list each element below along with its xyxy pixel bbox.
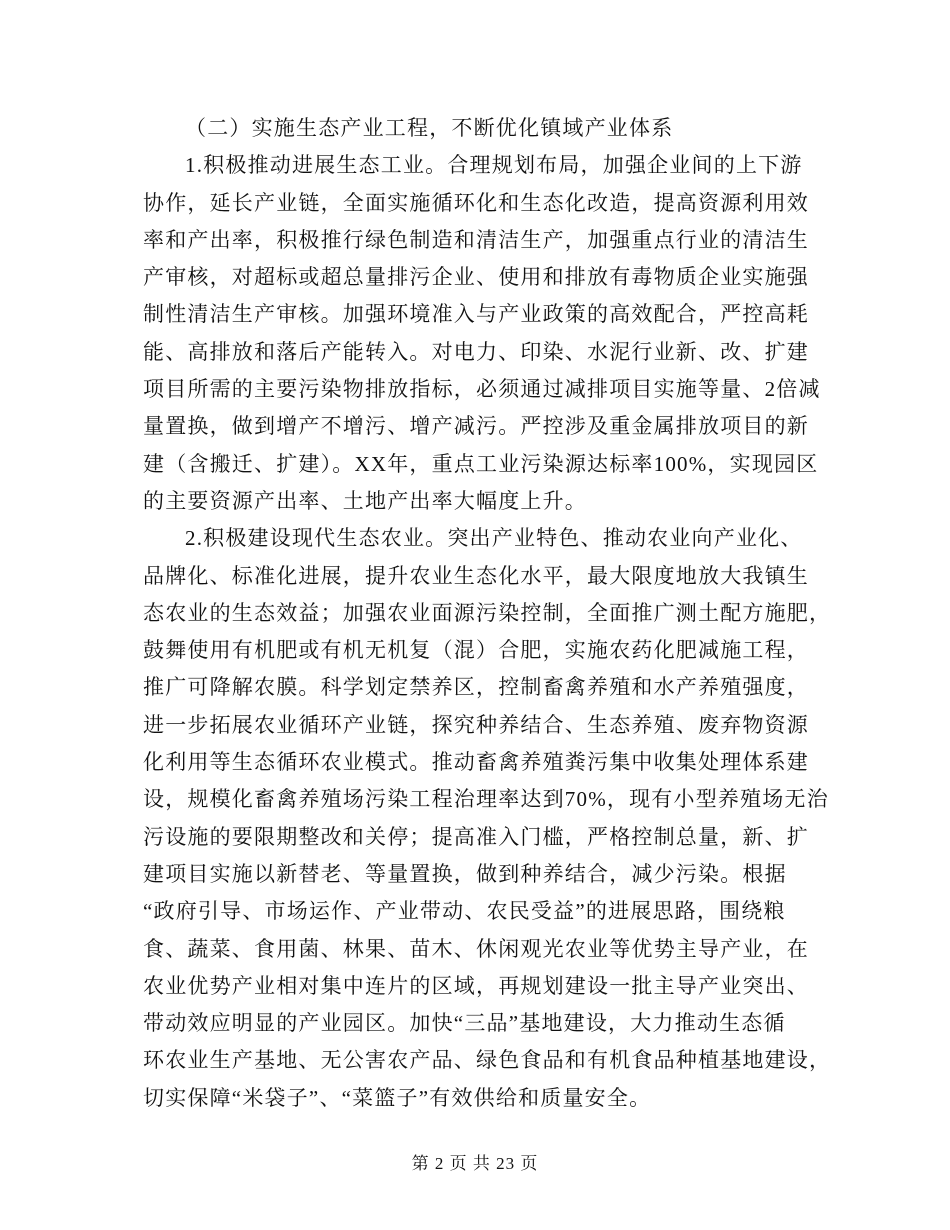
paragraph-line: 污设施的要限期整改和关停；提高准入门槛，严格控制总量，新、扩 [143, 824, 809, 849]
paragraph-line: 2.积极建设现代生态农业。突出产业特色、推动农业向产业化、 [185, 526, 803, 551]
paragraph-line: 环农业生产基地、无公害农产品、绿色食品和有机食品种植基地建设， [143, 1048, 832, 1073]
paragraph-line: 率和产出率，积极推行绿色制造和清洁生产，加强重点行业的清洁生 [143, 227, 809, 252]
paragraph-line: 的主要资源产出率、土地产出率大幅度上升。 [143, 488, 587, 513]
paragraph-line: 食、蔬菜、食用菌、林果、苗木、休闲观光农业等优势主导产业，在 [143, 936, 809, 961]
paragraph-line: 产审核，对超标或超总量排污企业、使用和排放有毒物质企业实施强 [143, 265, 809, 290]
paragraph-line: 协作，延长产业链，全面实施循环化和生态化改造，提高资源利用效 [143, 190, 809, 215]
paragraph-line: 1.积极推动进展生态工业。合理规划布局，加强企业间的上下游 [185, 153, 803, 178]
paragraph-line: 切实保障“米袋子”、“菜篮子”有效供给和质量安全。 [143, 1085, 652, 1110]
paragraph-line: 态农业的生态效益；加强农业面源污染控制，全面推广测土配方施肥， [143, 600, 832, 625]
paragraph-ecological-agriculture [143, 520, 843, 1117]
paragraph-line: “政府引导、市场运作、产业带动、农民受益”的进展思路，围绕粮 [143, 899, 786, 924]
paragraph-line: 化利用等生态循环农业模式。推动畜禽养殖粪污集中收集处理体系建 [143, 750, 809, 775]
paragraph-line: 推广可降解农膜。科学划定禁养区，控制畜禽养殖和水产养殖强度， [143, 675, 809, 700]
paragraph-line: 带动效应明显的产业园区。加快“三品”基地建设，大力推动生态循 [143, 1011, 786, 1036]
paragraph-line: 能、高排放和落后产能转入。对电力、印染、水泥行业新、改、扩建 [143, 339, 809, 364]
paragraph-line: 制性清洁生产审核。加强环境准入与产业政策的高效配合，严控高耗 [143, 302, 809, 327]
paragraph-ecological-industry [143, 147, 843, 520]
paragraph-line: 进一步拓展农业循环产业链，探究种养结合、生态养殖、废弃物资源 [143, 712, 809, 737]
page-number-footer: 第 2 页 共 23 页 [411, 1154, 539, 1173]
document-body [143, 110, 843, 1117]
paragraph-line: 建项目实施以新替老、等量置换，做到种养结合，减少污染。根据 [143, 861, 787, 886]
paragraph-line: 品牌化、标准化进展，提升农业生态化水平，最大限度地放大我镇生 [143, 563, 809, 588]
paragraph-line: 建（含搬迁、扩建）。XX年，重点工业污染源达标率100%，实现园区 [143, 451, 819, 476]
paragraph-line: 农业优势产业相对集中连片的区域，再规划建设一批主导产业突出、 [143, 973, 809, 998]
paragraph-line: 项目所需的主要污染物排放指标，必须通过减排项目实施等量、2倍减 [143, 377, 821, 402]
paragraph-line: 设，规模化畜禽养殖场污染工程治理率达到70%，现有小型养殖场无治 [143, 787, 829, 812]
paragraph-line: 量置换，做到增产不增污、增产减污。严控涉及重金属排放项目的新 [143, 414, 809, 439]
section-heading: （二）实施生态产业工程，不断优化镇域产业体系 [185, 116, 674, 140]
paragraph-line: 鼓舞使用有机肥或有机无机复（混）合肥，实施农药化肥减施工程， [143, 638, 809, 663]
